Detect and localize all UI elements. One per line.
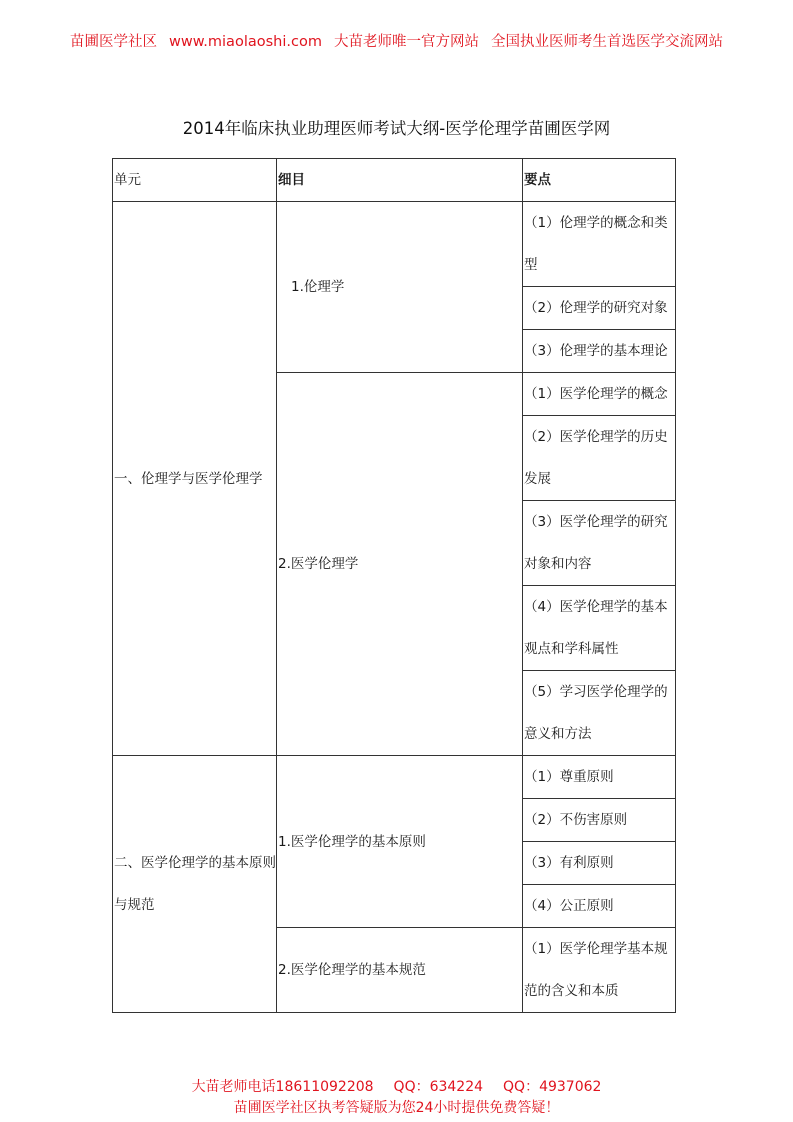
header-points: 要点	[523, 159, 676, 202]
table-header-row	[113, 159, 676, 202]
header-slogan: 全国执业医师考生首选医学交流网站	[490, 34, 723, 50]
point-cell: （1）医学伦理学的概念	[523, 373, 676, 416]
header-official: 大苗老师唯一官方网站	[333, 34, 479, 50]
point-cell: （2）伦理学的研究对象	[523, 287, 676, 330]
point-cell: （1）伦理学的概念和类型	[523, 202, 676, 287]
header-url-link[interactable]: www.miaolaoshi.com	[169, 34, 322, 50]
point-cell: （2）不伤害原则	[523, 799, 676, 842]
point-cell: （3）伦理学的基本理论	[523, 330, 676, 373]
footer-qq2: QQ：4937062	[503, 1079, 602, 1095]
table-row	[113, 756, 676, 799]
point-cell: （3）医学伦理学的研究对象和内容	[523, 501, 676, 586]
footer-note: 苗圃医学社区执考答疑版为您24小时提供免费答疑！	[233, 1100, 560, 1116]
point-cell: （1）医学伦理学基本规范的含义和本质	[523, 928, 676, 1013]
footer-phone: 大苗老师电话18611092208	[191, 1079, 374, 1095]
footer-contact	[0, 1076, 793, 1096]
footer-qq1: QQ：634224	[393, 1079, 484, 1095]
point-cell: （1）尊重原则	[523, 756, 676, 799]
point-cell: （4）公正原则	[523, 885, 676, 928]
detail-cell: 2.医学伦理学	[277, 373, 523, 756]
point-cell: （3）有利原则	[523, 842, 676, 885]
unit-cell: 一、伦理学与医学伦理学	[113, 202, 277, 756]
table-row	[113, 202, 676, 287]
page-header	[0, 30, 793, 51]
header-detail: 细目	[277, 159, 523, 202]
detail-cell: 1.伦理学	[277, 202, 523, 373]
detail-cell: 2.医学伦理学的基本规范	[277, 928, 523, 1013]
page-title: 2014年临床执业助理医师考试大纲-医学伦理学苗圃医学网	[182, 119, 611, 138]
header-site-name: 苗圃医学社区	[70, 34, 158, 50]
detail-cell: 1.医学伦理学的基本原则	[277, 756, 523, 928]
point-cell: （4）医学伦理学的基本观点和学科属性	[523, 586, 676, 671]
header-unit: 单元	[113, 159, 277, 202]
point-cell: （5）学习医学伦理学的意义和方法	[523, 671, 676, 756]
point-cell: （2）医学伦理学的历史发展	[523, 416, 676, 501]
unit-cell: 二、医学伦理学的基本原则与规范	[113, 756, 277, 1013]
syllabus-table	[112, 158, 676, 1013]
